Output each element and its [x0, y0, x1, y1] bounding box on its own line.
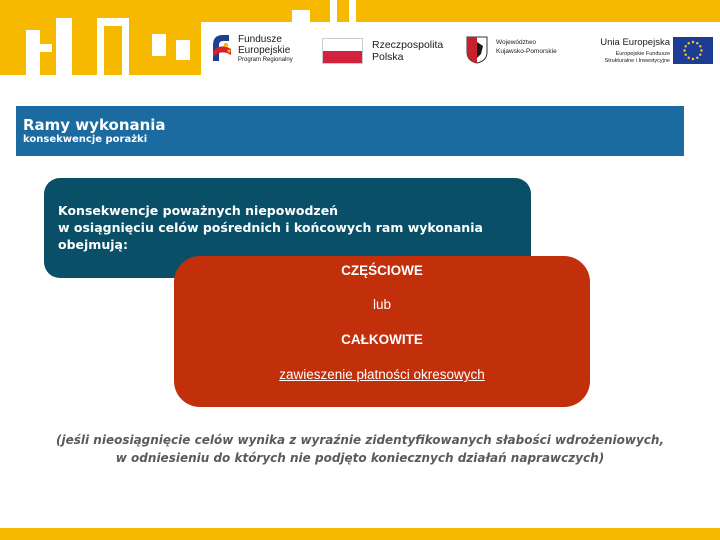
decorative-shape: [292, 10, 310, 22]
footer-band: [0, 528, 720, 540]
consequences-line: obejmują:: [58, 237, 128, 252]
consequences-line: w osiągnięciu celów pośrednich i końcowych ram wykonania: [58, 220, 483, 235]
wojewodztwo-line2: Kujawsko-Pomorskie: [496, 48, 557, 55]
total-label: CAŁKOWITE: [341, 332, 423, 347]
decorative-shape: [26, 30, 40, 75]
suspension-box: [174, 256, 590, 407]
decorative-shape: [152, 34, 166, 56]
suspension-label: zawieszenie płatności okresowych: [279, 367, 485, 382]
decorative-shape: [40, 44, 52, 52]
decorative-shape: [176, 40, 190, 60]
eu-flag-icon: [673, 37, 713, 64]
unia-line1: Unia Europejska: [600, 37, 670, 48]
partial-label: CZĘŚCIOWE: [341, 263, 423, 278]
rzeczpospolita-line2: Polska: [372, 51, 404, 63]
polish-flag-icon: [322, 38, 363, 64]
fundusze-line2: Europejskie: [238, 45, 291, 56]
fundusze-europejskie-icon: [209, 31, 233, 65]
unia-europejska-logo: [581, 22, 720, 75]
logo-strip: [201, 22, 720, 75]
coat-of-arms-icon: [466, 36, 488, 64]
wojewodztwo-logo: [466, 22, 576, 75]
rzeczpospolita-polska-logo: [322, 22, 447, 75]
wojewodztwo-line1: Województwo: [496, 39, 536, 46]
slide-title: Ramy wykonania: [23, 116, 166, 134]
fundusze-line1: Fundusze: [238, 34, 282, 45]
or-label: lub: [372, 297, 391, 312]
footnote-line: (jeśli nieosiągnięcie celów wynika z wyraźnie zidentyfikowanych słabości wdrożeniowych,: [56, 433, 664, 447]
unia-line2: Europejskie Fundusze: [615, 51, 670, 57]
slide-subtitle: konsekwencje porażki: [23, 134, 148, 145]
consequences-text: [58, 202, 483, 253]
footnote-line: w odniesieniu do których nie podjęto koniecznych działań naprawczych): [115, 451, 605, 465]
slide-title-bar: [16, 106, 684, 156]
fundusze-europejskie-logo: [207, 22, 317, 75]
fundusze-line3: Program Regionalny: [238, 57, 293, 63]
unia-line3: Strukturalne i Inwestycyjne: [604, 58, 670, 64]
footnote: [30, 431, 690, 467]
consequences-line: Konsekwencje poważnych niepowodzeń: [58, 203, 339, 218]
rzeczpospolita-line1: Rzeczpospolita: [372, 39, 444, 51]
decorative-shape: [56, 18, 72, 75]
